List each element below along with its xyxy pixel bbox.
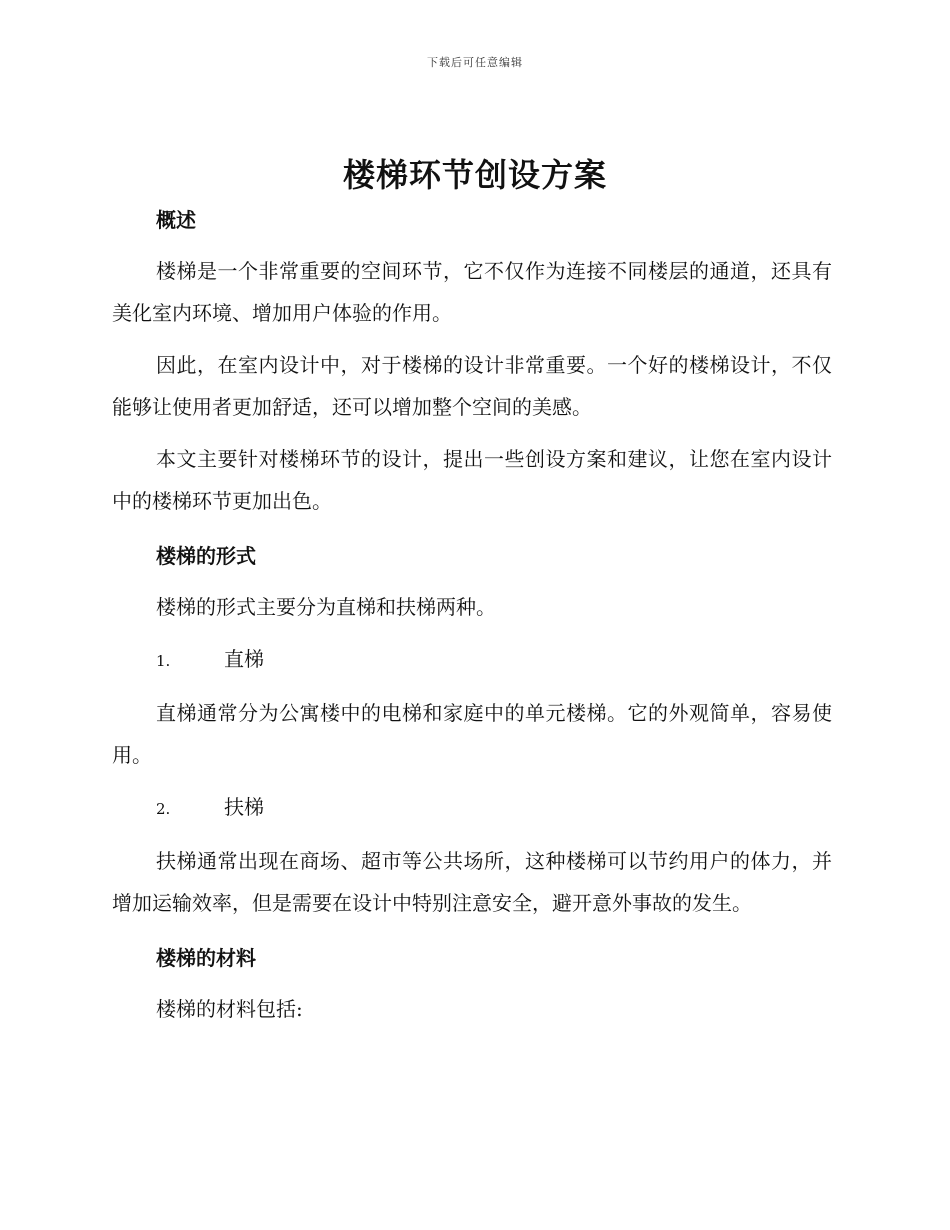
section-heading-forms: 楼梯的形式 [156,544,256,568]
paragraph-straight: 直梯通常分为公寓楼中的电梯和家庭中的单元楼梯。它的外观简单，容易使用。 [112,701,832,767]
section-heading-materials: 楼梯的材料 [156,946,256,970]
paragraph-forms-intro: 楼梯的形式主要分为直梯和扶梯两种。 [156,595,496,619]
paragraph-overview-1: 楼梯是一个非常重要的空间环节，它不仅作为连接不同楼层的通道，还具有美化室内环境、增加用户体验的作用。 [112,259,832,325]
list-label: 直梯 [224,647,264,671]
header-note: 下载后可任意编辑 [427,56,523,69]
list-label: 扶梯 [224,795,264,819]
paragraph-materials-intro: 楼梯的材料包括: [156,997,303,1021]
paragraph-escalator: 扶梯通常出现在商场、超市等公共场所，这种楼梯可以节约用户的体力，并增加运输效率，但是需要在设计中特别注意安全，避开意外事故的发生。 [112,849,832,915]
document-title: 楼梯环节创设方案 [342,156,607,194]
document-body [112,200,832,1030]
list-item-straight [156,638,832,682]
paragraph-overview-3: 本文主要针对楼梯环节的设计，提出一些创设方案和建议，让您在室内设计中的楼梯环节更加出色。 [112,447,832,513]
paragraph-overview-2: 因此，在室内设计中，对于楼梯的设计非常重要。一个好的楼梯设计，不仅能够让使用者更加舒适，还可以增加整个空间的美感。 [112,353,832,419]
list-item-escalator [156,786,832,830]
section-heading-overview: 概述 [156,208,196,232]
list-number: 2. [156,800,171,818]
list-number: 1. [156,652,171,670]
